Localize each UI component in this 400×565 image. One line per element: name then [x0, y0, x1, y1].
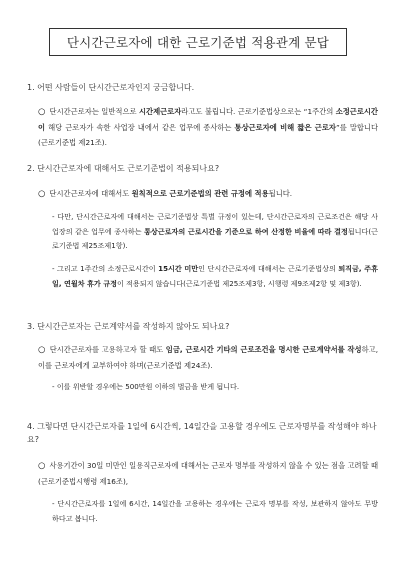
answer-2-detail-1 — [52, 210, 378, 254]
answer-1-text-4: ”를 말합니다(근로기준법 제21조). — [38, 123, 379, 147]
answer-2-text-2: 됩니다. — [268, 189, 293, 198]
answer-1-bold-1: 시간제근로자 — [138, 107, 182, 116]
document-title — [49, 28, 347, 56]
circle-bullet-icon: ○ — [38, 461, 46, 471]
circle-bullet-icon: ○ — [38, 345, 46, 355]
detail-2-1-text-1: - 다만, 단시간근로자에 대해서는 근로기준법상 특별 규정이 있는데, 단시간근로자의 근로조건은 해당 사업장의 같은 업무에 종사하는 — [52, 212, 378, 236]
answer-2-bold-1: 원칙적으로 근로기준법의 관련 규정에 적용 — [131, 189, 269, 198]
title-text: 단시간근로자에 대한 근로기준법 적용관계 문답 — [66, 35, 330, 50]
answer-3-text-1: 단시간근로자를 고용하고자 할 때도 — [49, 345, 166, 354]
circle-bullet-icon: ○ — [38, 107, 46, 117]
answer-1 — [38, 104, 378, 150]
circle-bullet-icon: ○ — [38, 189, 46, 199]
answer-4-detail-1: - 단시간근로자를 1일에 6시간, 14일간을 고용하는 경우에는 근로자 명부를 작성, 보관하지 않아도 무방하다고 봅니다. — [52, 499, 378, 523]
answer-4-text-1: 사용기간이 30일 미만인 일용직근로자에 대해서는 근로자 명부를 작성하지 않을 수 있는 점을 고려할 때(근로기준법시행령 제16조), — [38, 461, 379, 486]
detail-2-2-text-2: 인 단시간근로자에 대해서는 근로기준법상의 — [198, 264, 339, 273]
answer-1-text-1: 단시간근로자는 일반적으로 — [49, 107, 139, 116]
answer-1-text-3: 해당 근로자가 속한 사업장 내에서 같은 업무에 종사하는 — [45, 123, 235, 132]
detail-2-1-bold-1: 통상근로자의 근로시간을 기준으로 하여 산정한 비율에 따라 결정 — [144, 226, 348, 236]
detail-2-2-bold-2: 퇴직금, 주휴일, 연월차 휴가 규정 — [52, 264, 378, 288]
detail-2-1-text-2: 됩니다(근로기준법 제25조제1항). — [52, 226, 379, 250]
detail-2-2-text-1: - 그리고 1주간의 소정근로시간이 — [52, 264, 159, 273]
question-3: 3. 단시간근로자는 근로계약서를 작성하지 않아도 되나요? — [27, 322, 230, 331]
answer-3-text-2: 하고, 이를 근로자에게 교부하여야 하며(근로기준법 제24조). — [38, 345, 379, 370]
answer-3-bold-1: 임금, 근로시간 기타의 근로조건을 명시한 근로계약서를 작성 — [165, 345, 362, 354]
answer-3 — [38, 342, 378, 373]
answer-2-text-1: 단시간근로자에 대해서도 — [49, 189, 132, 198]
answer-2-detail-2 — [52, 262, 378, 291]
answer-4 — [38, 458, 378, 489]
answer-1-text-2: 라고도 불립니다. 근로기준법상으로는 “1주간의 — [181, 107, 336, 116]
detail-2-2-bold-1: 15시간 미만 — [158, 264, 199, 273]
question-1: 1. 어떤 사람들이 단시간근로자인지 궁금합니다. — [27, 83, 195, 92]
answer-3-detail-1: - 이를 위반할 경우에는 500만원 이하의 벌금을 받게 됩니다. — [52, 382, 240, 391]
answer-1-bold-3: 통상근로자에 비해 짧은 근로자 — [234, 123, 336, 132]
question-2: 2. 단시간근로자에 대해서도 근로기준법이 적용되나요? — [27, 164, 220, 173]
answer-2 — [38, 186, 378, 202]
answer-1-bold-2: 소정근로시간이 — [38, 107, 378, 132]
question-4: 4. 그렇다면 단시간근로자를 1일에 6시간씩, 14일간을 고용할 경우에도 근로자명부를 작성해야 하나요? — [27, 422, 377, 444]
detail-2-2-text-3: 이 적용되지 않습니다(근로기준법 제25조제3항, 시행령 제9조제2항 및 제3항). — [116, 278, 362, 288]
